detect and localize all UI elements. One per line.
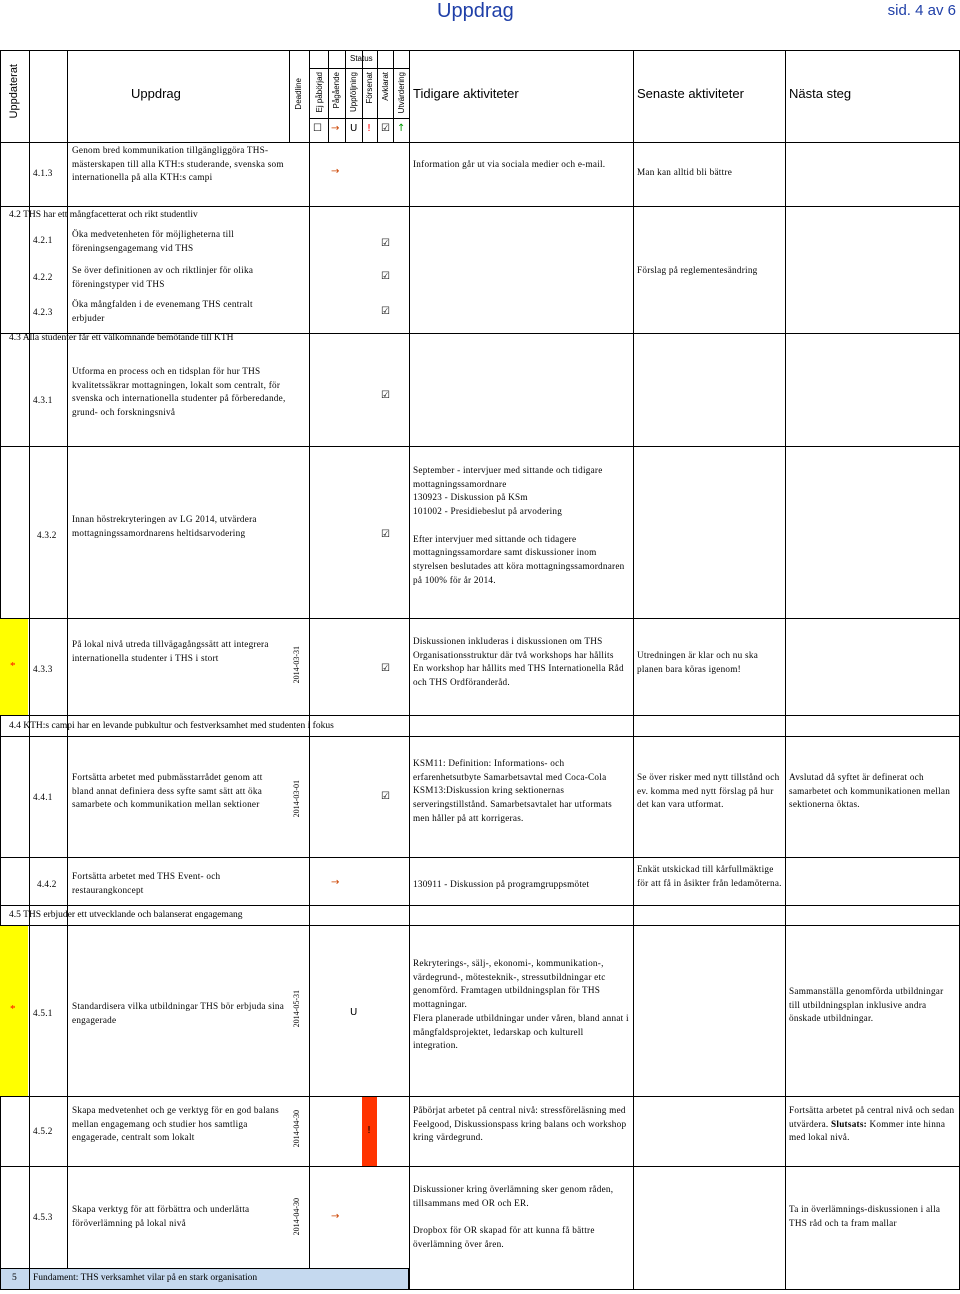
checked-box-icon: ☑ — [381, 306, 390, 317]
row-id: 4.5.1 — [33, 1008, 53, 1018]
row-latest: Utredningen är klar och nu ska planen bara köras igenom! — [637, 650, 759, 674]
row-id: 4.5.2 — [33, 1126, 53, 1136]
page-number: sid. 4 av 6 — [887, 2, 956, 19]
row-id: 4.2.1 — [33, 235, 53, 245]
row-deadline: 2014-04-30 — [292, 1110, 301, 1148]
star-icon: * — [10, 1003, 16, 1015]
header-task: Uppdrag — [131, 86, 181, 101]
row-id: 4.4.2 — [37, 879, 57, 889]
header-status-done: Avklarat — [381, 72, 390, 101]
row-deadline: 2014-05-31 — [292, 990, 301, 1028]
row-next: Avslutad då syftet är definerat och samarbetet och kommunikationen mellan sektionerna öktas. — [789, 772, 951, 810]
row-id: 4.1.3 — [33, 168, 53, 178]
row-previous: Diskussioner kring överlämning sker genom råden, tillsammans med OR och ER. Dropbox för OR skapad för att kunna få bättre överlämning över åren. — [413, 1184, 614, 1249]
section-4-4: 4.4 KTH:s campi har en levande pubkultur och festverksamhet med studenten i fokus — [9, 721, 334, 731]
star-icon: * — [10, 660, 16, 672]
header-updated: Uppdaterat — [8, 64, 20, 119]
task-table — [0, 50, 960, 1290]
arrow-right-icon: → — [331, 1211, 340, 1222]
exclamation-icon: ! — [367, 1125, 372, 1136]
arrow-right-icon: → — [331, 166, 340, 177]
row-latest: Enkät utskickad till kårfullmäktige för att få in åsikter från ledamöterna. — [637, 864, 782, 888]
header-deadline: Deadline — [294, 78, 303, 110]
checked-box-icon: ☑ — [381, 271, 390, 282]
checked-box-icon: ☑ — [381, 390, 390, 401]
row-task: På lokal nivå utreda tillvägagångssätt att integrera internationella studenter i THS i stort — [72, 639, 269, 663]
row-task: Öka medvetenheten för möjligheterna till föreningsengagemang vid THS — [72, 229, 235, 253]
exclamation-icon: ! — [367, 123, 372, 134]
row-deadline: 2014-03-31 — [292, 646, 301, 684]
header-next: Nästa steg — [789, 86, 852, 101]
fundament-number: 5 — [12, 1273, 17, 1283]
checkbox-icon: ☐ — [313, 123, 322, 134]
fundament-label: Fundament: THS verksamhet vilar på en stark organisation — [33, 1273, 258, 1283]
row-task: Innan höstrekryteringen av LG 2014, utvärdera mottagningssamordnarens heltidsarvodering — [72, 514, 257, 538]
header-status-evaluation: Utvärdering — [397, 72, 406, 114]
header-status-not-started: Ej påbörjad — [315, 72, 324, 113]
u-symbol: U — [350, 123, 358, 134]
header-previous: Tidigare aktiviteter — [413, 86, 519, 101]
row-previous: Information går ut via sociala medier och e-mail. — [413, 159, 606, 169]
row-previous: Påbörjat arbetet på central nivå: stressföreläsning med Feelgood, Diskussionspass kring balans och workshop kring värdegrund. — [413, 1105, 627, 1143]
checked-box-icon: ☑ — [381, 529, 390, 540]
row-task: Öka mångfalden i de evenemang THS centralt erbjuder — [72, 299, 253, 323]
row-id: 4.5.3 — [33, 1212, 53, 1222]
row-task: Utforma en process och en tidsplan för hur THS kvalitetssäkrar mottagningen, lokalt som centralt, för svenska och internationella studenter på förberedande, grund- och forskningsnivå — [72, 366, 286, 418]
row-task: Genom bred kommunikation tillgängliggöra THS-mästerskapen till alla KTH:s studerande, svenska som internationella på alla KTH:s campi — [72, 145, 284, 183]
row-id: 4.3.3 — [33, 664, 53, 674]
page-title: Uppdrag — [437, 0, 514, 22]
priority-marker — [0, 926, 28, 1096]
row-task: Skapa verktyg för att förbättra och underlätta föröverlämning på lokal nivå — [72, 1204, 250, 1228]
row-latest: Se över risker med nytt tillstånd och ev. komma med nytt förslag på hur det kan vara utformat. — [637, 772, 780, 810]
row-next: Ta in överlämnings-diskussionen i alla THS råd och ta fram mallar — [789, 1204, 941, 1228]
u-symbol: U — [350, 1007, 358, 1018]
header-status-ongoing: Pågående — [332, 72, 341, 109]
header-status-follow-up: Uppföljning — [349, 72, 358, 113]
row-previous: Diskussionen inkluderas i diskussionen om THS Organisationsstruktur där två workshops har hållits En workshop har hållits med THS Internationella Råd och THS Ordföranderåd. — [413, 636, 624, 688]
arrow-right-icon: → — [331, 123, 340, 134]
row-deadline: 2014-04-30 — [292, 1198, 301, 1236]
row-latest: Förslag på reglementesändring — [637, 265, 758, 275]
row-id: 4.2.2 — [33, 272, 53, 282]
row-latest: Man kan alltid bli bättre — [637, 167, 733, 177]
checked-box-icon: ☑ — [381, 663, 390, 674]
row-id: 4.3.2 — [37, 530, 57, 540]
header-status: Status — [350, 54, 373, 63]
row-id: 4.4.1 — [33, 792, 53, 802]
row-task: Se över definitionen av och riktlinjer för olika föreningstyper vid THS — [72, 265, 254, 289]
row-next: Fortsätta arbetet på central nivå och sedan utvärdera. Slutsats: Kommer inte hinna med lokal nivå. — [789, 1105, 955, 1143]
row-previous: Rekryterings-, sälj-, ekonomi-, kommunikation-, värdegrund-, mötesteknik-, stressutbildningar etc genomförd. Framtagen utbildningsplan för THS mottagningar. Flera planerade utbildningar under våren, bland annat i mångfaldsprojektet, ledarskap och kulturell integration. — [413, 958, 629, 1051]
checked-box-icon: ☑ — [381, 238, 390, 249]
section-4-5: 4.5 THS erbjuder ett utvecklande och balanserat engagemang — [9, 910, 243, 920]
row-next: Sammanställa genomförda utbildningar till utbildningsplan inklusive andra önskade utbildningar. — [789, 986, 944, 1024]
row-previous: 130911 - Diskussion på programgruppsmötet — [413, 879, 590, 889]
arrow-up-icon: ↑ — [397, 123, 406, 134]
row-id: 4.3.1 — [33, 395, 53, 405]
priority-marker — [0, 619, 28, 715]
header-status-delayed: Försenat — [365, 72, 374, 104]
row-id: 4.2.3 — [33, 307, 53, 317]
row-task: Fortsätta arbetet med THS Event- och restaurangkoncept — [72, 871, 221, 895]
page-header — [0, 0, 960, 34]
row-task: Standardisera vilka utbildningar THS bör erbjuda sina engagerade — [72, 1001, 285, 1025]
arrow-right-icon: → — [331, 877, 340, 888]
section-4-2: 4.2 THS har ett mångfacetterat och rikt studentliv — [9, 210, 198, 220]
checked-box-icon: ☑ — [381, 791, 390, 802]
row-task: Fortsätta arbetet med pubmässtarrådet genom att bland annat definiera dess syfte samt sätt att öka samarbete och kommunikation mellan sektioner — [72, 772, 263, 810]
row-previous: KSM11: Definition: Informations- och erfarenhetsutbyte Samarbetsavtal med Coca-Cola KSM13:Diskussion kring sektionernas serveringstillstånd. Samarbetsavtalet har utformats men håller på att korrigeras. — [413, 758, 612, 823]
row-deadline: 2014-03-01 — [292, 780, 301, 818]
row-task: Skapa medvetenhet och ge verktyg för en god balans mellan engagemang och studier hos samtliga engagerade, centralt som lokalt — [72, 1105, 279, 1143]
row-previous: September - intervjuer med sittande och tidigare mottagningssamordnare 130923 - Diskussion på KSm 101002 - Presidiebeslut på arvodering Efter intervjuer med sittande och tidagere mottagningssamordare samt diskussioner inom styrelsen beslutades att köra mottagningssamordnaren på 100% för år 2014. — [413, 465, 625, 585]
header-latest: Senaste aktiviteter — [637, 86, 744, 101]
section-4-3: 4.3 Alla studenter får ett välkomnande bemötande till KTH — [9, 333, 234, 343]
checked-box-icon: ☑ — [381, 123, 390, 134]
